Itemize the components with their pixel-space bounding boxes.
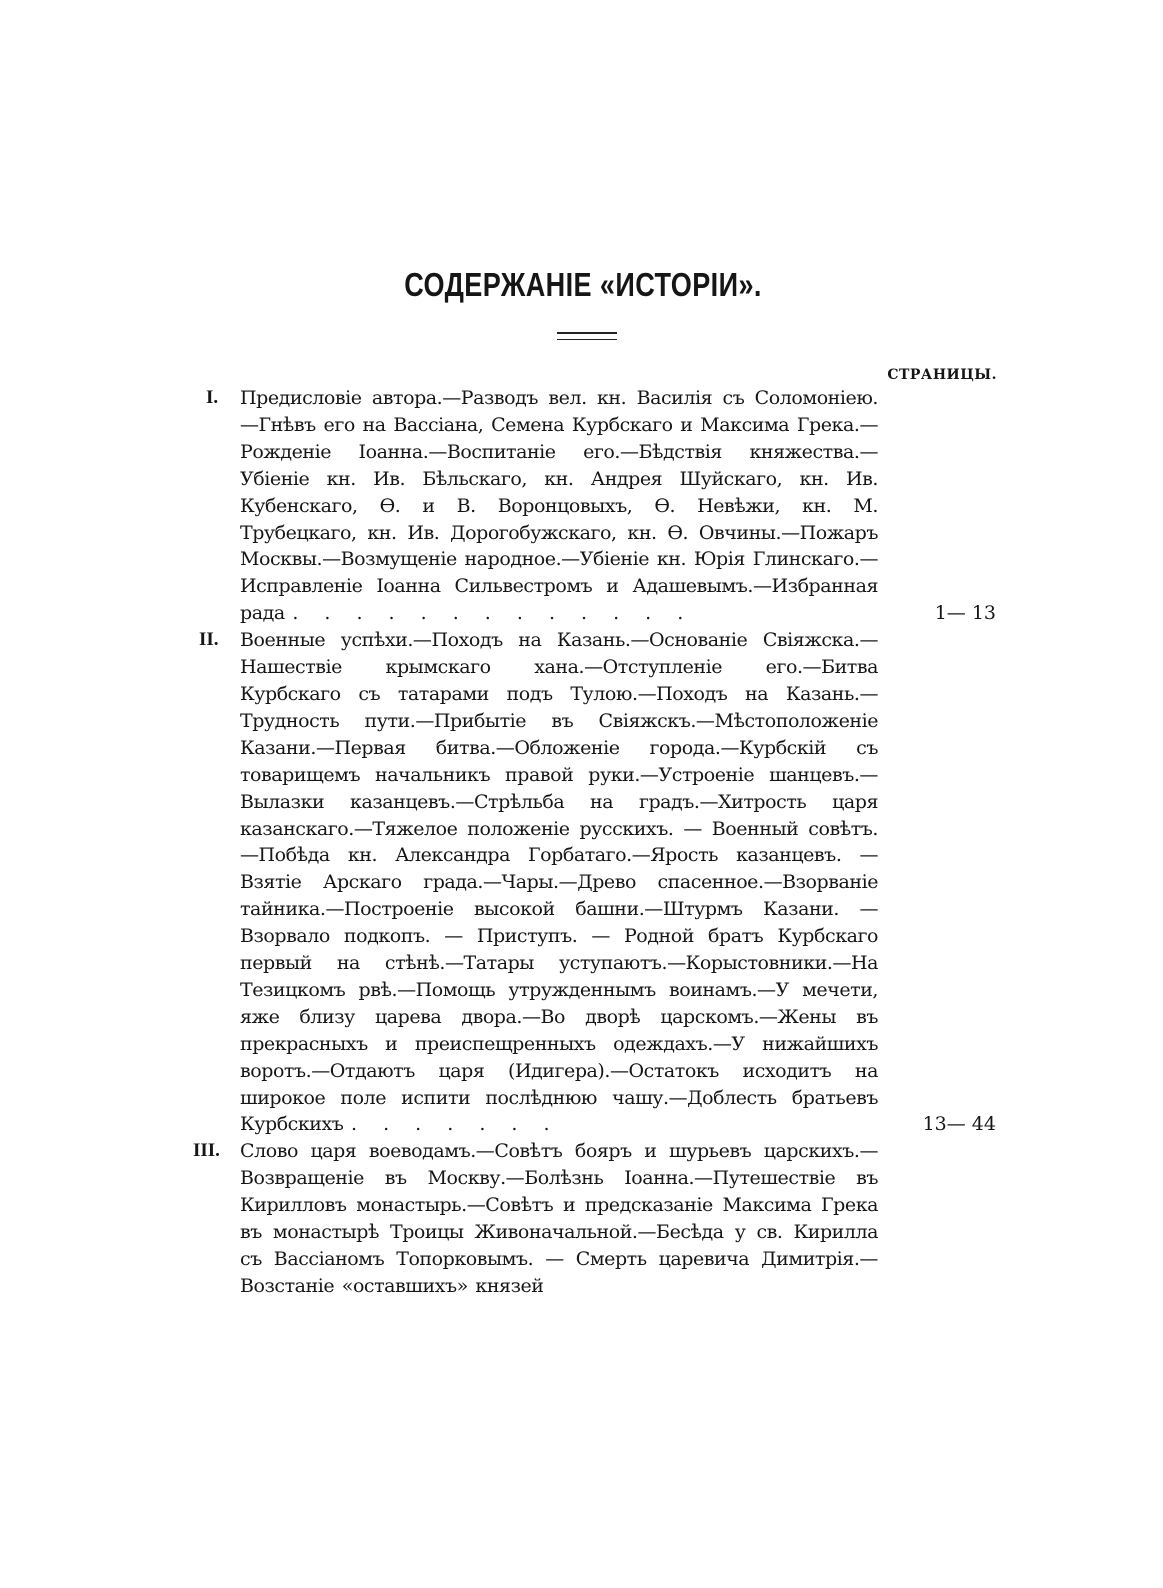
leader-dots: . . . . . . . [351,1113,559,1136]
entry-numeral: I. [206,387,219,408]
entry-numeral: III. [193,1140,220,1162]
leader-dots: . . . . . . . . . . . . . [292,602,693,625]
entry-numeral: II. [199,629,219,651]
entry-text [240,1138,878,1299]
page-title: СОДЕРЖАНІЕ «ИСТОРІИ». [404,266,762,303]
toc-entry-2 [0,627,1163,1138]
table-of-contents [0,385,1163,1300]
entry-page-range: 1— 13 [934,602,996,625]
toc-entry-3 [0,1138,1163,1299]
entry-text [240,627,878,1138]
title-divider [557,332,617,340]
entry-description: Слово царя воеводамъ.—Совѣтъ бояръ и шурьевъ царскихъ.—Возвращеніе въ Москву.—Болѣзнь Іоанна.—Путешествіе въ Кирилловъ монастырь.—Совѣтъ и предсказаніе Максима Грека въ монастырѣ Троицы Живоначальной.—Бесѣда у св. Кирилла съ Вассіаномъ Топорковымъ. — Смерть царевича Димитрія.—Возстаніе «оставшихъ» князей [240,1140,878,1297]
toc-entry-1 [0,385,1163,627]
pages-column-header: СТРАНИЦЫ. [887,367,997,383]
entry-page-range: 13— 44 [922,1113,996,1136]
entry-description: Предисловіе автора.—Разводъ вел. кн. Василія съ Соломоніею.—Гнѣвъ его на Вассіана, Семена Курбскаго и Максима Грека.—Рожденіе Іоанна.—Воспитаніе его.—Бѣдствія княжества.—Убіеніе кн. Ив. Бѣльскаго, кн. Андрея Шуйскаго, кн. Ив. Кубенскаго, Ѳ. и В. Воронцовыхъ, Ѳ. Невѣжи, кн. М. Трубецкаго, кн. Ив. Дорогобужскаго, кн. Ѳ. Овчины.—Пожаръ Москвы.—Возмущеніе народное.—Убіеніе кн. Юрія Глинскаго.—Исправленіе Іоанна Сильвестромъ и Адашевымъ.—Избранная рада [240,387,878,625]
entry-description: Военные успѣхи.—Походъ на Казань.—Основаніе Свіяжска.—Нашествіе крымскаго хана.—Отступленіе его.—Битва Курбскаго съ татарами подъ Тулою.—Походъ на Казань.—Трудность пути.—Прибытіе въ Свіяжскъ.—Мѣстоположеніе Казани.—Первая битва.—Обложеніе города.—Курбскій съ товарищемъ начальникъ правой руки.—Устроеніе шанцевъ.—Вылазки казанцевъ.—Стрѣльба на градъ.—Хитрость царя казанскаго.—Тяжелое положеніе русскихъ. — Военный совѣтъ.—Побѣда кн. Александра Горбатаго.—Ярость казанцевъ. — Взятіе Арскаго града.—Чары.—Древо спасенное.—Взорваніе тайника.—Построеніе высокой башни.—Штурмъ Казани. — Взорвало подкопъ. — Приступъ. — Родной братъ Курбскаго первый на стѣнѣ.—Татары уступаютъ.—Корыстовники.—На Тезицкомъ рвѣ.—Помощь утружденнымъ воинамъ.—У мечети, яже близу царева двора.—Во дворѣ царскомъ.—Жены въ прекрасныхъ и преиспещренныхъ одеждахъ.—У нижайшихъ воротъ.—Отдаютъ царя (Идигера).—Остатокъ исходитъ на широкое поле испити послѣднюю чашу.—Доблесть братьевъ Курбскихъ [240,629,878,1136]
entry-text [240,385,878,627]
